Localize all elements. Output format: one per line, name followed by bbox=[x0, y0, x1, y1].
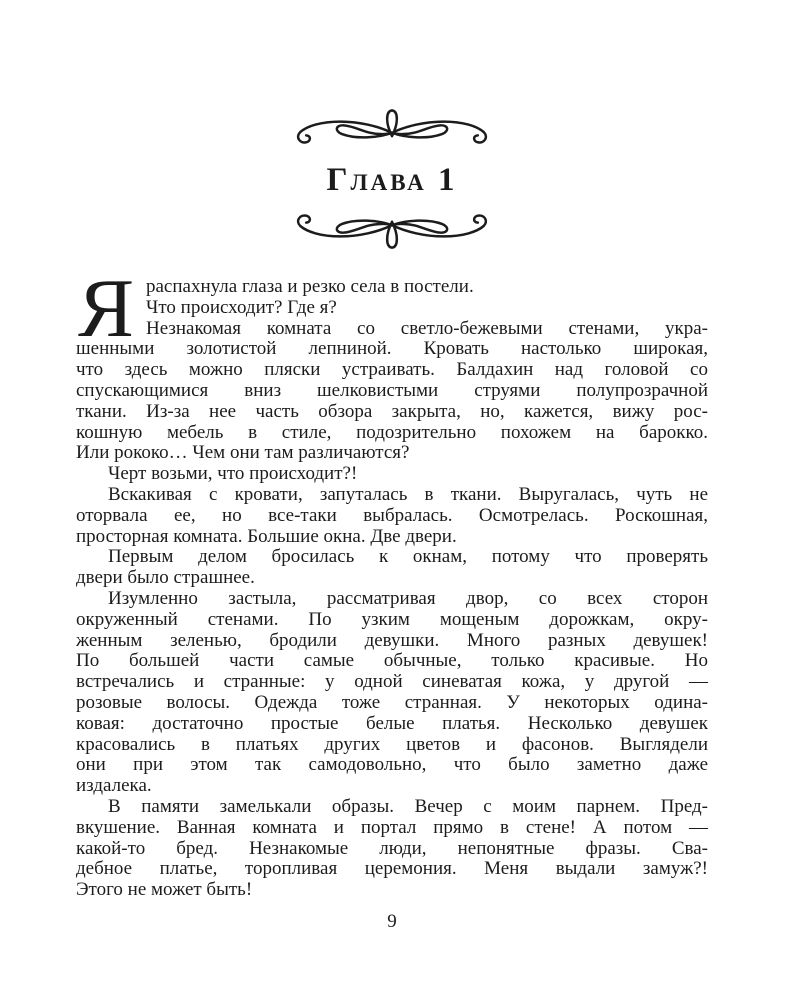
text-line: двери было страшнее. bbox=[76, 567, 255, 589]
body-text bbox=[76, 262, 708, 901]
text-line: вкушение. Ванная комната и портал прямо в стене! А потом — bbox=[76, 816, 708, 838]
text-line: красовались в платьях других цветов и фасонов. Выглядели bbox=[76, 733, 708, 755]
chapter-title: Глава 1 bbox=[326, 162, 458, 198]
text-line: Вскакивая с кровати, запуталась в ткани. Выругалась, чуть не bbox=[108, 483, 708, 505]
drop-cap: Я bbox=[78, 262, 135, 355]
text-line: кошную мебель в стиле, подозрительно похожем на барокко. bbox=[76, 421, 708, 443]
text-line: В памяти замелькали образы. Вечер с моим парнем. Пред- bbox=[108, 795, 708, 817]
flourish-top-icon bbox=[267, 106, 517, 148]
body-text-block bbox=[76, 262, 708, 901]
text-line: спускающимися вниз шелковистыми струями полупрозрачной bbox=[76, 379, 708, 401]
text-line: ковая: достаточно простые белые платья. Несколько девушек bbox=[76, 712, 708, 734]
text-line: Или рококо… Чем они там различаются? bbox=[76, 442, 410, 464]
text-line: Первым делом бросилась к окнам, потому что проверять bbox=[108, 546, 708, 568]
text-line: оторвала ее, но все-таки выбралась. Осмотрелась. Роскошная, bbox=[76, 504, 708, 526]
text-line: издалека. bbox=[76, 775, 152, 797]
text-line: Изумленно застыла, рассматривая двор, со всех сторон bbox=[108, 587, 708, 609]
text-line: розовые волосы. Одежда тоже странная. У некоторых одина- bbox=[76, 691, 708, 713]
text-line: Черт возьми, что происходит?! bbox=[108, 463, 358, 485]
text-line: ткани. Из-за нее часть обзора закрыта, но, кажется, вижу рос- bbox=[76, 400, 708, 422]
text-line: просторная комната. Большие окна. Две двери. bbox=[76, 525, 457, 547]
text-line: Что происходит? Где я? bbox=[146, 296, 337, 318]
text-line: женным зеленью, бродили девушки. Много разных девушек! bbox=[76, 629, 708, 651]
chapter-header bbox=[76, 0, 708, 252]
text-line: Этого не может быть! bbox=[76, 879, 253, 901]
text-line: распахнула глаза и резко села в постели. bbox=[146, 276, 474, 297]
text-line: окруженный стенами. По узким мощеным дорожкам, окру- bbox=[76, 608, 708, 630]
text-line: Незнакомая комната со светло-бежевыми стенами, укра- bbox=[146, 317, 708, 339]
text-line: какой-то бред. Незнакомые люди, непонятные фразы. Сва- bbox=[76, 837, 708, 859]
text-line: встречались и странные: у одной синеватая кожа, у другой — bbox=[76, 671, 708, 693]
text-line: дебное платье, торопливая церемония. Меня выдали замуж?! bbox=[76, 858, 708, 880]
text-line: что здесь можно пляски устраивать. Балдахин над головой со bbox=[76, 359, 708, 381]
text-line: По большей части самые обычные, только красивые. Но bbox=[76, 650, 708, 672]
page-number: 9 bbox=[387, 910, 397, 932]
flourish-bottom-icon bbox=[267, 210, 517, 252]
text-line: они при этом так самодовольно, что было заметно даже bbox=[76, 754, 708, 776]
text-line: шенными золотистой лепниной. Кровать настолько широкая, bbox=[76, 338, 708, 360]
text-column bbox=[76, 0, 708, 933]
